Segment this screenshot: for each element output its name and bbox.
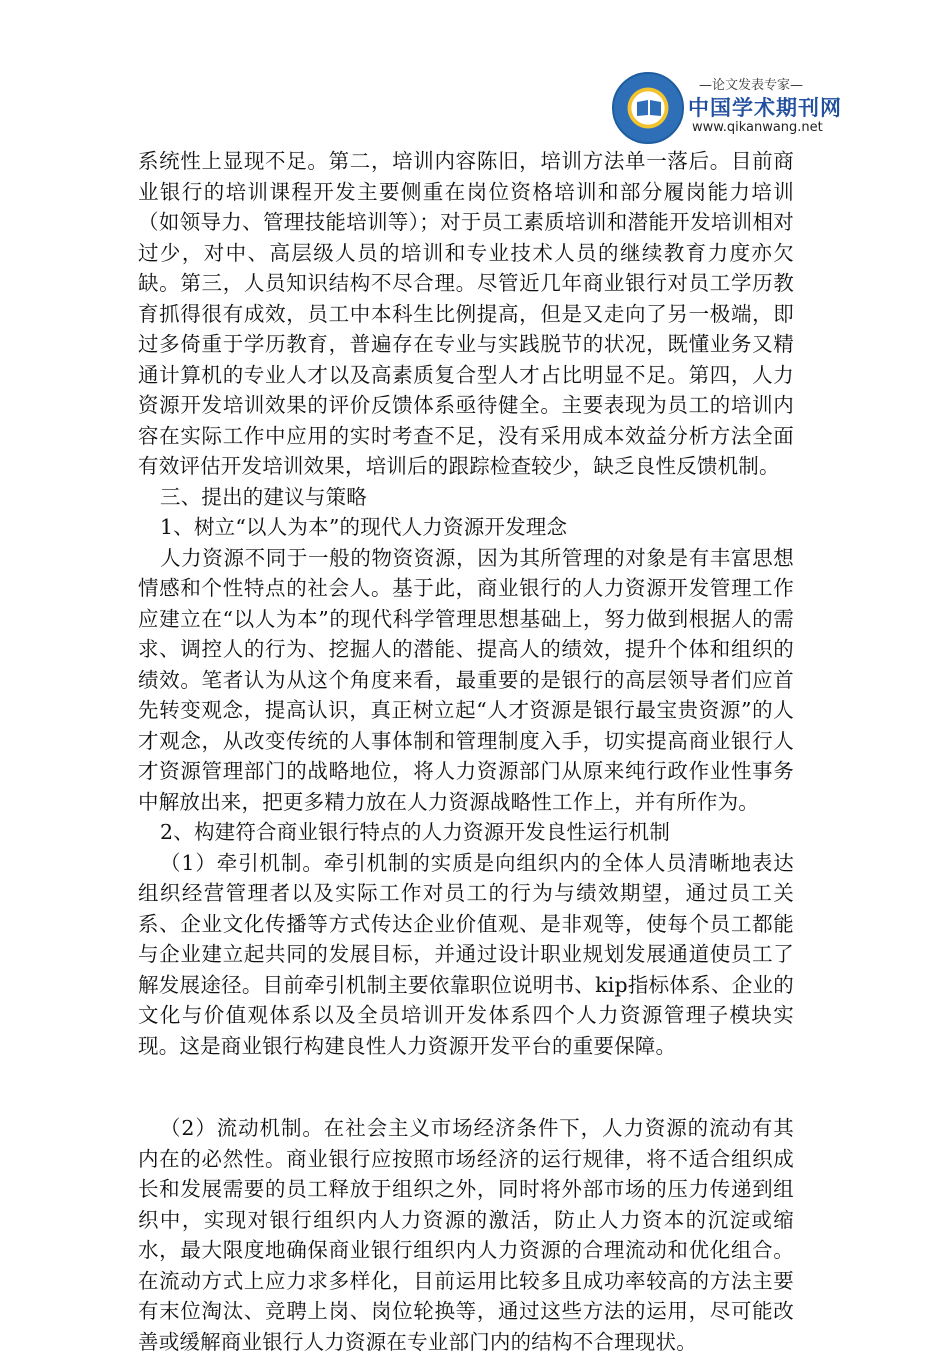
section-heading-3: 三、提出的建议与策略 <box>160 484 367 509</box>
site-logo <box>612 72 842 152</box>
paragraph-traction-mechanism: （1）牵引机制。牵引机制的实质是向组织内的全体人员清晰地表达组织经营管理者以及实际工作对员工的行为与绩效期望，通过员工关系、企业文化传播等方式传达企业价值观、是非观等，使每个员工都能与企业建立起共同的发展目标，并通过设计职业规划发展通道使员工了解发展途径。目前牵引机制主要依靠职位说明书、kip指标体系、企业的文化与价值观体系以及全员培训开发体系四个人力资源管理子模块实现。这是商业银行构建良性人力资源开发平台的重要保障。 <box>138 850 794 1058</box>
paragraph-gap <box>138 1061 794 1113</box>
subheading-1: 1、树立“以人为本”的现代人力资源开发理念 <box>160 515 568 539</box>
logo-name: 中国学术期刊网 <box>688 96 842 120</box>
subheading-2: 2、构建符合商业银行特点的人力资源开发良性运行机制 <box>160 820 671 844</box>
logo-slogan: —论文发表专家— <box>698 78 803 93</box>
paragraph-people-oriented: 人力资源不同于一般的物资资源，因为其所管理的对象是有丰富思想情感和个性特点的社会人。基于此，商业银行的人力资源开发管理工作应建立在“以人为本”的现代科学管理思想基础上，努力做到根据人的需求、调控人的行为、挖掘人的潜能、提高人的绩效，提升个体和组织的绩效。笔者认为从这个角度来看，最重要的是银行的高层领导者们应首先转变观念，提高认识，真正树立起“人才资源是银行最宝贵资源”的人才观念，从改变传统的人事体制和管理制度入手，切实提高商业银行人才资源管理部门的战略地位，将人力资源部门从原来纯行政作业性事务中解放出来，把更多精力放在人力资源战略性工作上，并有所作为。 <box>138 545 794 814</box>
logo-seal-icon <box>612 72 684 144</box>
document-body <box>138 146 794 1357</box>
logo-url: www.qikanwang.net <box>692 120 823 135</box>
paragraph-training-issues: 系统性上显现不足。第二，培训内容陈旧，培训方法单一落后。目前商业银行的培训课程开发主要侧重在岗位资格培训和部分履岗能力培训（如领导力、管理技能培训等）；对于员工素质培训和潜能开发培训相对过少，对中、高层级人员的培训和专业技术人员的继续教育力度亦欠缺。第三，人员知识结构不尽合理。尽管近几年商业银行对员工学历教育抓得很有成效，员工中本科生比例提高，但是又走向了另一极端，即过多倚重于学历教育，普遍存在专业与实践脱节的状况，既懂业务又精通计算机的专业人才以及高素质复合型人才占比明显不足。第四，人力资源开发培训效果的评价反馈体系亟待健全。主要表现为员工的培训内容在实际工作中应用的实时考查不足，没有采用成本效益分析方法全面有效评估开发培训效果，培训后的跟踪检查较少，缺乏良性反馈机制。 <box>138 149 794 478</box>
paragraph-mobility-mechanism: （2）流动机制。在社会主义市场经济条件下，人力资源的流动有其内在的必然性。商业银行应按照市场经济的运行规律，将不适合组织成长和发展需要的员工释放于组织之外，同时将外部市场的压力传递到组织中，实现对银行组织内人力资源的激活，防止人力资本的沉淀或缩水，最大限度地确保商业银行组织内人力资源的合理流动和优化组合。在流动方式上应力求多样化，目前运用比较多且成功率较高的方法主要有末位淘汰、竞聘上岗、岗位轮换等，通过这些方法的运用，尽可能改善或缓解商业银行人力资源在专业部门内的结构不合理现状。 <box>138 1116 794 1354</box>
book-icon <box>636 99 662 117</box>
